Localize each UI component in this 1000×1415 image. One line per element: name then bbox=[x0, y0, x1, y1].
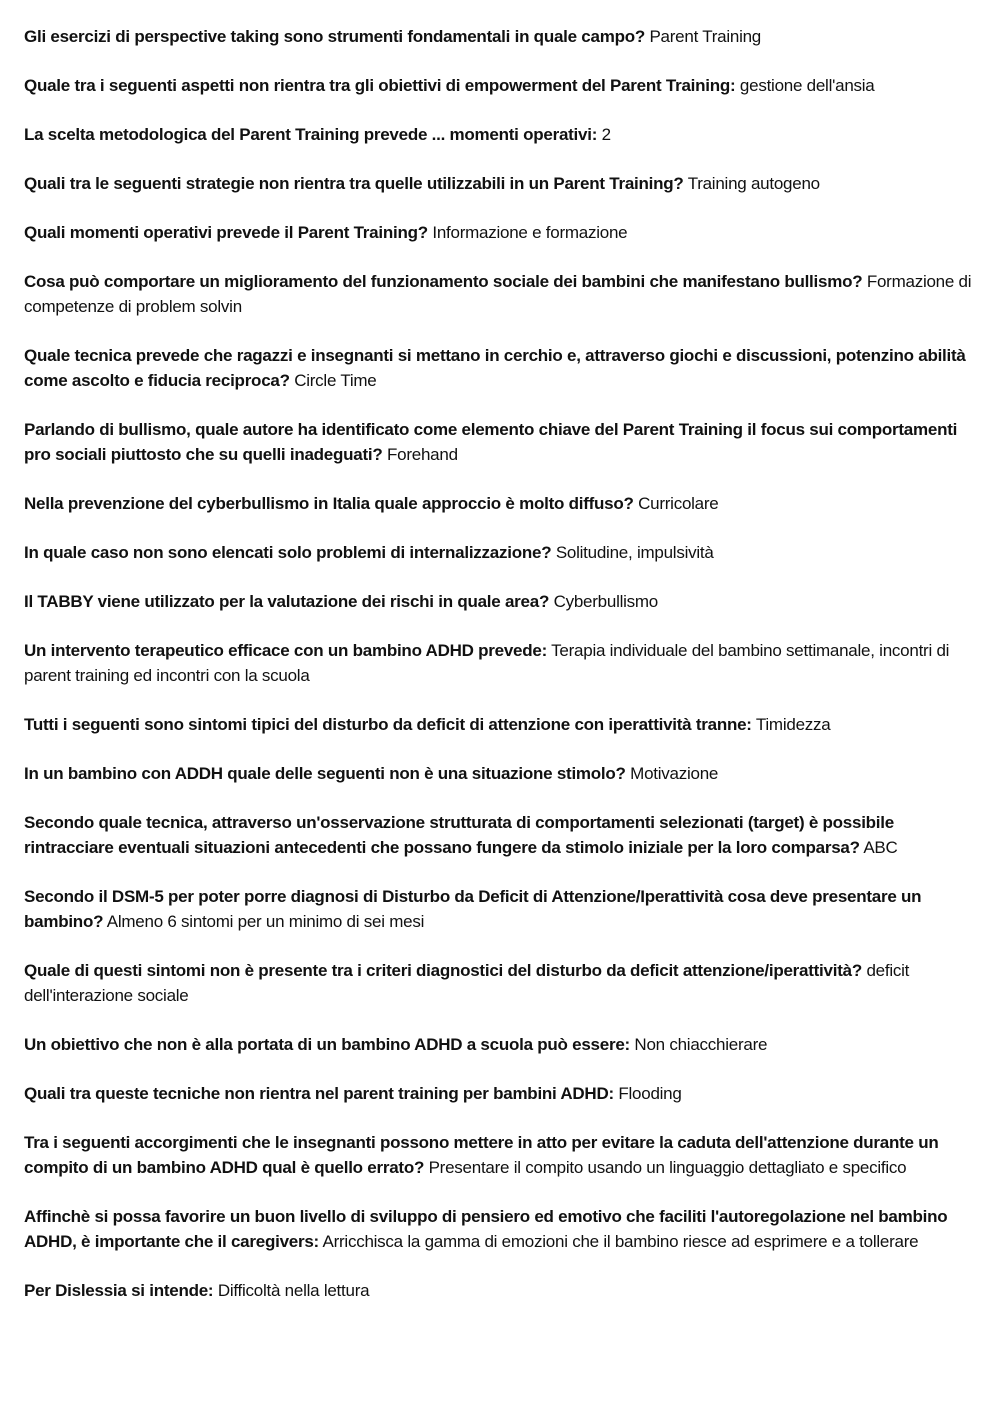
question-text: Tra i seguenti accorgimenti che le insegnanti possono mettere in atto per evitare la caduta dell'attenzione durante un compito di un bambino ADHD qual è quello errato? bbox=[24, 1133, 939, 1177]
qa-item-12 bbox=[24, 638, 976, 688]
answer-text: Difficoltà nella lettura bbox=[217, 1281, 370, 1300]
qa-item-16 bbox=[24, 884, 976, 934]
qa-item-18 bbox=[24, 1032, 976, 1057]
answer-text: Almeno 6 sintomi per un minimo di sei mesi bbox=[106, 912, 425, 931]
qa-item-10 bbox=[24, 540, 976, 565]
qa-item-2 bbox=[24, 73, 976, 98]
qa-item-19 bbox=[24, 1081, 976, 1106]
question-text: Parlando di bullismo, quale autore ha identificato come elemento chiave del Parent Training il focus sui comportamenti pro sociali piuttosto che su quelli inadeguati? bbox=[24, 420, 958, 464]
answer-text: Arricchisca la gamma di emozioni che il bambino riesce ad esprimere e a tollerare bbox=[322, 1232, 919, 1251]
question-text: Gli esercizi di perspective taking sono strumenti fondamentali in quale campo? bbox=[24, 27, 645, 46]
question-text: La scelta metodologica del Parent Training prevede ... momenti operativi: bbox=[24, 125, 598, 144]
question-text: Quali momenti operativi prevede il Parent Training? bbox=[24, 223, 428, 242]
answer-text: Informazione e formazione bbox=[432, 223, 628, 242]
qa-item-14 bbox=[24, 761, 976, 786]
answer-text: Curricolare bbox=[638, 494, 719, 513]
answer-text: Non chiacchierare bbox=[634, 1035, 768, 1054]
answer-text: Terapia individuale del bambino settimanale, incontri di parent training ed incontri con la scuola bbox=[24, 641, 950, 685]
question-text: Quale di questi sintomi non è presente tra i criteri diagnostici del disturbo da deficit attenzione/iperattività? bbox=[24, 961, 862, 980]
qa-item-3 bbox=[24, 122, 976, 147]
question-text: Quale tra i seguenti aspetti non rientra tra gli obiettivi di empowerment del Parent Training: bbox=[24, 76, 736, 95]
qa-item-7 bbox=[24, 343, 976, 393]
qa-item-15 bbox=[24, 810, 976, 860]
question-text: Un obiettivo che non è alla portata di un bambino ADHD a scuola può essere: bbox=[24, 1035, 630, 1054]
question-text: In un bambino con ADDH quale delle seguenti non è una situazione stimolo? bbox=[24, 764, 626, 783]
qa-item-8 bbox=[24, 417, 976, 467]
answer-text: Flooding bbox=[618, 1084, 682, 1103]
qa-item-9 bbox=[24, 491, 976, 516]
qa-item-4 bbox=[24, 171, 976, 196]
qa-item-17 bbox=[24, 958, 976, 1008]
answer-text: Presentare il compito usando un linguaggio dettagliato e specifico bbox=[428, 1158, 907, 1177]
question-text: Il TABBY viene utilizzato per la valutazione dei rischi in quale area? bbox=[24, 592, 550, 611]
question-text: Un intervento terapeutico efficace con un bambino ADHD prevede: bbox=[24, 641, 547, 660]
answer-text: Cyberbullismo bbox=[553, 592, 659, 611]
answer-text: Motivazione bbox=[630, 764, 719, 783]
qa-item-21 bbox=[24, 1204, 976, 1254]
question-text: In quale caso non sono elencati solo problemi di internalizzazione? bbox=[24, 543, 552, 562]
question-text: Cosa può comportare un miglioramento del funzionamento sociale dei bambini che manifestano bullismo? bbox=[24, 272, 863, 291]
qa-item-22 bbox=[24, 1278, 976, 1303]
question-text: Nella prevenzione del cyberbullismo in Italia quale approccio è molto diffuso? bbox=[24, 494, 634, 513]
qa-item-6 bbox=[24, 269, 976, 319]
answer-text: Timidezza bbox=[755, 715, 831, 734]
answer-text: ABC bbox=[863, 838, 898, 857]
answer-text: Forehand bbox=[387, 445, 458, 464]
answer-text: gestione dell'ansia bbox=[739, 76, 875, 95]
answer-text: Formazione di competenze di problem solvin bbox=[24, 272, 972, 316]
answer-text: Solitudine, impulsività bbox=[555, 543, 714, 562]
question-text: Secondo quale tecnica, attraverso un'osservazione strutturata di comportamenti selezionati (target) è possibile rintracciare eventuali situazioni antecedenti che possano fungere da stimolo iniziale per la loro comparsa? bbox=[24, 813, 894, 857]
question-text: Quali tra queste tecniche non rientra nel parent training per bambini ADHD: bbox=[24, 1084, 614, 1103]
document-page bbox=[24, 24, 976, 1327]
answer-text: Parent Training bbox=[649, 27, 762, 46]
qa-item-5 bbox=[24, 220, 976, 245]
question-text: Per Dislessia si intende: bbox=[24, 1281, 214, 1300]
answer-text: Circle Time bbox=[294, 371, 377, 390]
question-text: Quale tecnica prevede che ragazzi e insegnanti si mettano in cerchio e, attraverso giochi e discussioni, potenzino abilità come ascolto e fiducia reciproca? bbox=[24, 346, 966, 390]
question-text: Quali tra le seguenti strategie non rientra tra quelle utilizzabili in un Parent Training? bbox=[24, 174, 684, 193]
qa-item-13 bbox=[24, 712, 976, 737]
answer-text: deficit dell'interazione sociale bbox=[24, 961, 910, 1005]
qa-item-20 bbox=[24, 1130, 976, 1180]
question-text: Secondo il DSM-5 per poter porre diagnosi di Disturbo da Deficit di Attenzione/Iperattività cosa deve presentare un bambino? bbox=[24, 887, 922, 931]
answer-text: 2 bbox=[601, 125, 611, 144]
qa-item-11 bbox=[24, 589, 976, 614]
question-text: Affinchè si possa favorire un buon livello di sviluppo di pensiero ed emotivo che faciliti l'autoregolazione nel bambino ADHD, è importante che il caregivers: bbox=[24, 1207, 948, 1251]
qa-item-1 bbox=[24, 24, 976, 49]
question-text: Tutti i seguenti sono sintomi tipici del disturbo da deficit di attenzione con iperattività tranne: bbox=[24, 715, 752, 734]
answer-text: Training autogeno bbox=[687, 174, 820, 193]
